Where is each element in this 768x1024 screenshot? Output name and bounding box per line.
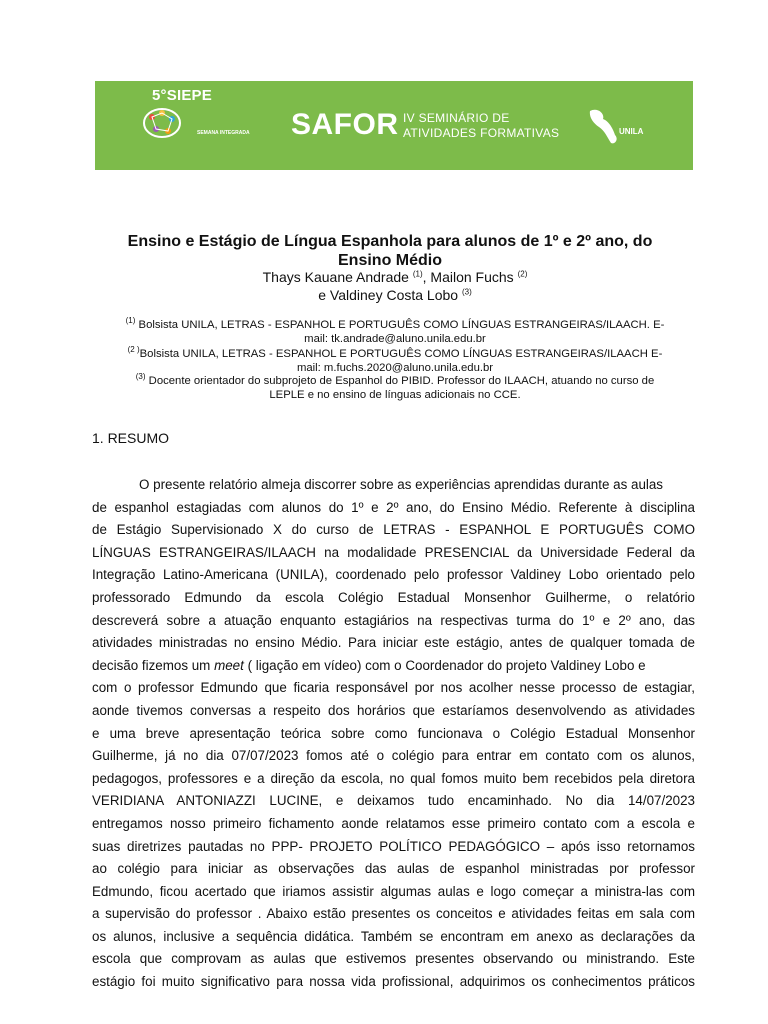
paragraph-line: estágio foi muito significativo para nossa vida profissional, adquirimos os conhecimentos práticos <box>92 974 695 990</box>
author-1-ref: (1) <box>412 269 423 279</box>
title-line-2: Ensino Médio <box>338 252 442 269</box>
paragraph-line: entregamos nosso primeiro fichamento aonde relatamos esse primeiro contato com a escola e <box>92 815 695 831</box>
affiliation-3 <box>80 374 710 402</box>
document-title <box>80 232 700 270</box>
paragraph-line: atividades ministradas no ensino Médio. Para iniciar este estágio, antes de qualquer tomada de <box>92 635 695 651</box>
title-line-1: Ensino e Estágio de Língua Espanhola para alunos de 1º e 2º ano, do <box>127 233 653 250</box>
affiliation-3-line-2: LEPLE e no ensino de línguas adicionais no CCE. <box>269 389 521 401</box>
author-2-ref: (2) <box>517 269 528 279</box>
meet-line-start: decisão fizemos um <box>92 657 215 673</box>
event-banner <box>95 81 693 170</box>
seminario-line-2: ATIVIDADES FORMATIVAS <box>403 126 560 140</box>
paragraph-line: os alunos, inclusive a sequência didática. Também se encontram em anexo as declarações da <box>92 928 695 944</box>
paragraph-line: Integração Latino-Americana (UNILA), coordenado pelo professor Valdiney Lobo orientado pelo <box>92 567 695 583</box>
paragraph-line: de Estágio Supervisionado X do curso de LETRAS - ESPANHOL E PORTUGUÊS COMO <box>92 522 695 538</box>
paragraph-line: VERIDIANA ANTONIAZZI LUCINE, e deixamos tudo encaminhado. No dia 14/07/2023 <box>92 793 695 809</box>
author-3-ref: (3) <box>461 287 472 297</box>
affiliation-3-line-1: Docente orientador do subprojeto de Espanhol do PIBID. Professor do ILAACH, atuando no curso de <box>145 375 655 387</box>
safor-title: SAFOR <box>291 108 399 141</box>
affiliation-2-line-2: mail: m.fuchs.2020@aluno.unila.edu.br <box>296 362 494 374</box>
paragraph-line: professorado Edmundo da escola Colégio Estadual Monsenhor Guilherme, o relatório <box>92 589 695 605</box>
paragraph-line: aonde tivemos conversas a respeito dos horários que estaríamos desenvolvendo as atividades <box>92 702 695 718</box>
affiliation-2-ref: (2 ) <box>127 345 140 355</box>
affiliation-2-line-1: Bolsista UNILA, LETRAS - ESPANHOL E PORTUGUÊS COMO LÍNGUAS ESTRANGEIRAS/ILAACH E- <box>139 348 663 360</box>
paragraph-line: Guilherme, já no dia 07/07/2023 fomos até o colégio para entrar em contato com os alunos, <box>92 748 695 764</box>
author-1: Thays Kauane Andrade <box>262 269 413 285</box>
meet-line-end: ( ligação em vídeo) com o Coordenador do projeto Valdiney Lobo e <box>243 657 646 673</box>
siepe-brain-logo-icon <box>140 101 260 146</box>
paragraph-line: e uma breve apresentação teórica sobre como funcionava o Colégio Estadual Monsenhor <box>92 725 695 741</box>
siepe-title: 5°SIEPE <box>152 87 212 104</box>
paragraph-line: de espanhol estagiadas com alunos do 1º e 2º ano, do Ensino Médio. Referente à disciplina <box>92 499 695 515</box>
paragraph-line-meet <box>92 655 695 678</box>
paragraph-line: descreverá sobre a atuação enquanto estagiários na respectivas turma do 1º e 2º ano, das <box>92 612 695 628</box>
unila-label: UNILA <box>619 127 644 136</box>
author-3: e Valdiney Costa Lobo <box>318 287 462 303</box>
paragraph-line: escola que comprovam as aulas que estivemos presentes observando ou ministrando. Este <box>92 951 695 967</box>
affiliation-1-ref: (1) <box>125 316 136 326</box>
paragraph-line: O presente relatório almeja discorrer sobre as experiências aprendidas durante as aulas <box>139 477 664 492</box>
paragraph-line: a supervisão do professor . Abaixo estão presentes os conceitos e atividades feitas em sala com <box>92 906 695 922</box>
affiliation-1-line-2: mail: tk.andrade@aluno.unila.edu.br <box>304 333 486 345</box>
paragraph-line: Edmundo, ficou acertado que iriamos assistir algumas aulas e logo começar a ministra-las com <box>92 883 695 899</box>
meet-word: meet <box>214 657 244 673</box>
section-heading: 1. RESUMO <box>92 430 170 446</box>
affiliation-1-line-1: Bolsista UNILA, LETRAS - ESPANHOL E PORTUGUÊS COMO LÍNGUAS ESTRANGEIRAS/ILAACH. E- <box>135 319 665 331</box>
seminario-text <box>403 111 559 141</box>
body-paragraph <box>92 474 695 994</box>
author-2: , Mailon Fuchs <box>422 269 518 285</box>
paragraph-line: com o professor Edmundo que ficaria responsável por nos acolher nesse processo de estagiar, <box>92 680 695 696</box>
paragraph-line: ao colégio para iniciar as observações das aulas de espanhol ministradas por professor <box>92 861 695 877</box>
authors <box>80 268 710 304</box>
affiliation-3-ref: (3) <box>135 372 146 382</box>
affiliation-2 <box>80 347 710 375</box>
affiliation-1 <box>80 318 710 346</box>
paragraph-line: suas diretrizes pautadas no PPP- PROJETO POLÍTICO PEDAGÓGICO – após isso retornamos <box>92 838 695 854</box>
unila-map-logo-icon <box>585 103 655 148</box>
paragraph-line: pedagogos, professores e a direção da escola, no qual fomos muito bem recebidos pela diretora <box>92 770 695 786</box>
paragraph-line: LÍNGUAS ESTRANGEIRAS/ILAACH na modalidade PRESENCIAL da Universidade Federal da <box>92 544 695 560</box>
siepe-subtitle: SEMANA INTEGRADA <box>197 130 250 136</box>
seminario-line-1: IV SEMINÁRIO DE <box>403 111 510 125</box>
